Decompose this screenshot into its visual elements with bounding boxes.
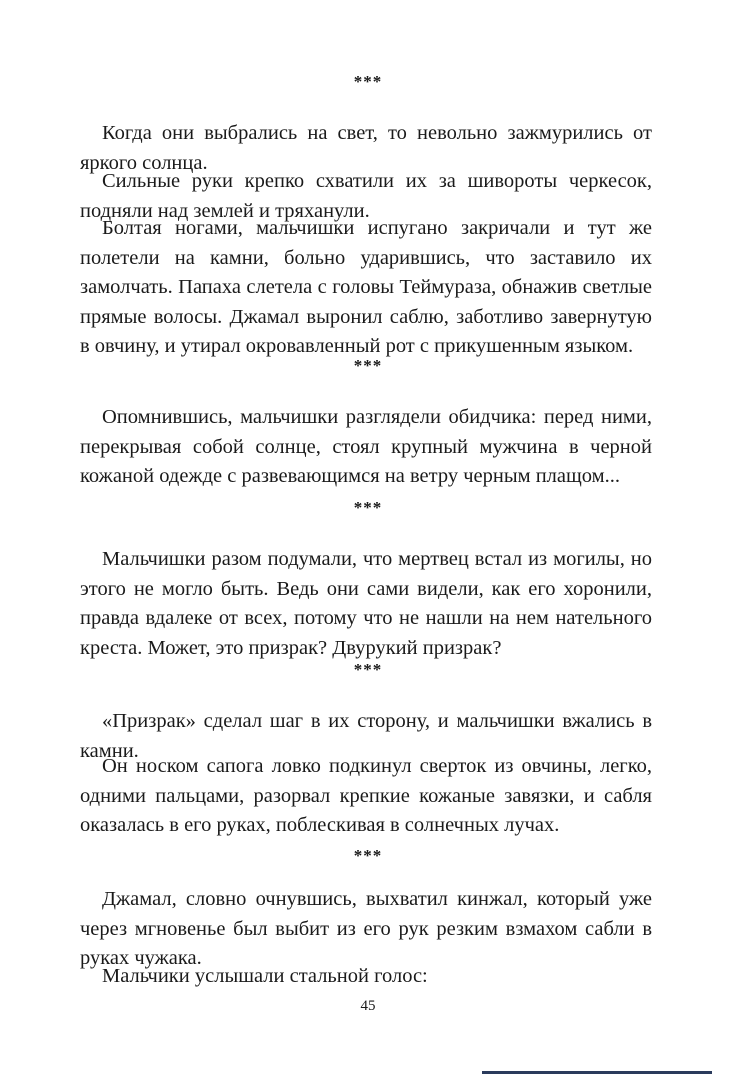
section-separator: *** (353, 356, 383, 375)
paragraph: «Призрак» сделал шаг в их сторону, и мальчишки вжались в камни. (80, 710, 652, 762)
paragraph: Опомнившись, мальчишки разглядели обидчика: перед ними, перекрывая собой солнце, стоял крупный мужчина в черной кожаной одежде с развевающимся на ветру черным плащом... (80, 406, 652, 487)
scan-edge-line (482, 1071, 712, 1074)
page-number: 45 (360, 998, 376, 1014)
paragraph: Джамал, словно очнувшись, выхватил кинжал, который уже через мгновенье был выбит из его рук резким взмахом сабли в руках чужака. (80, 888, 652, 969)
paragraph: Болтая ногами, мальчишки испугано закричали и тут же полетели на камни, больно ударившись, что заставило их замолчать. Папаха слетела с головы Теймураза, обнажив светлые прямые волосы. Джамал выронил саблю, заботливо завернутую в овчину, и утирал окровавленный рот с прикушенным языком. (80, 217, 652, 357)
paragraph: Он носком сапога ловко подкинул сверток из овчины, легко, одними пальцами, разорвал крепкие кожаные завязки, и сабля оказалась в его руках, поблескивая в солнечных лучах. (80, 755, 652, 836)
section-separator: *** (353, 72, 383, 91)
paragraph: Когда они выбрались на свет, то невольно зажмурились от яркого солнца. (80, 122, 652, 174)
paragraph: Мальчики услышали стальной голос: (102, 965, 428, 987)
section-separator: *** (353, 846, 383, 865)
section-separator: *** (353, 498, 383, 517)
section-separator: *** (353, 660, 383, 679)
paragraph: Сильные руки крепко схватили их за шивороты черкесок, подняли над землей и тряханули. (80, 170, 652, 222)
paragraph: Мальчишки разом подумали, что мертвец встал из могилы, но этого не могло быть. Ведь они сами видели, как его хоронили, правда вдалеке от всех, потому что не нашли на нем нательного креста. Может, это призрак? Двурукий призрак? (80, 548, 652, 659)
